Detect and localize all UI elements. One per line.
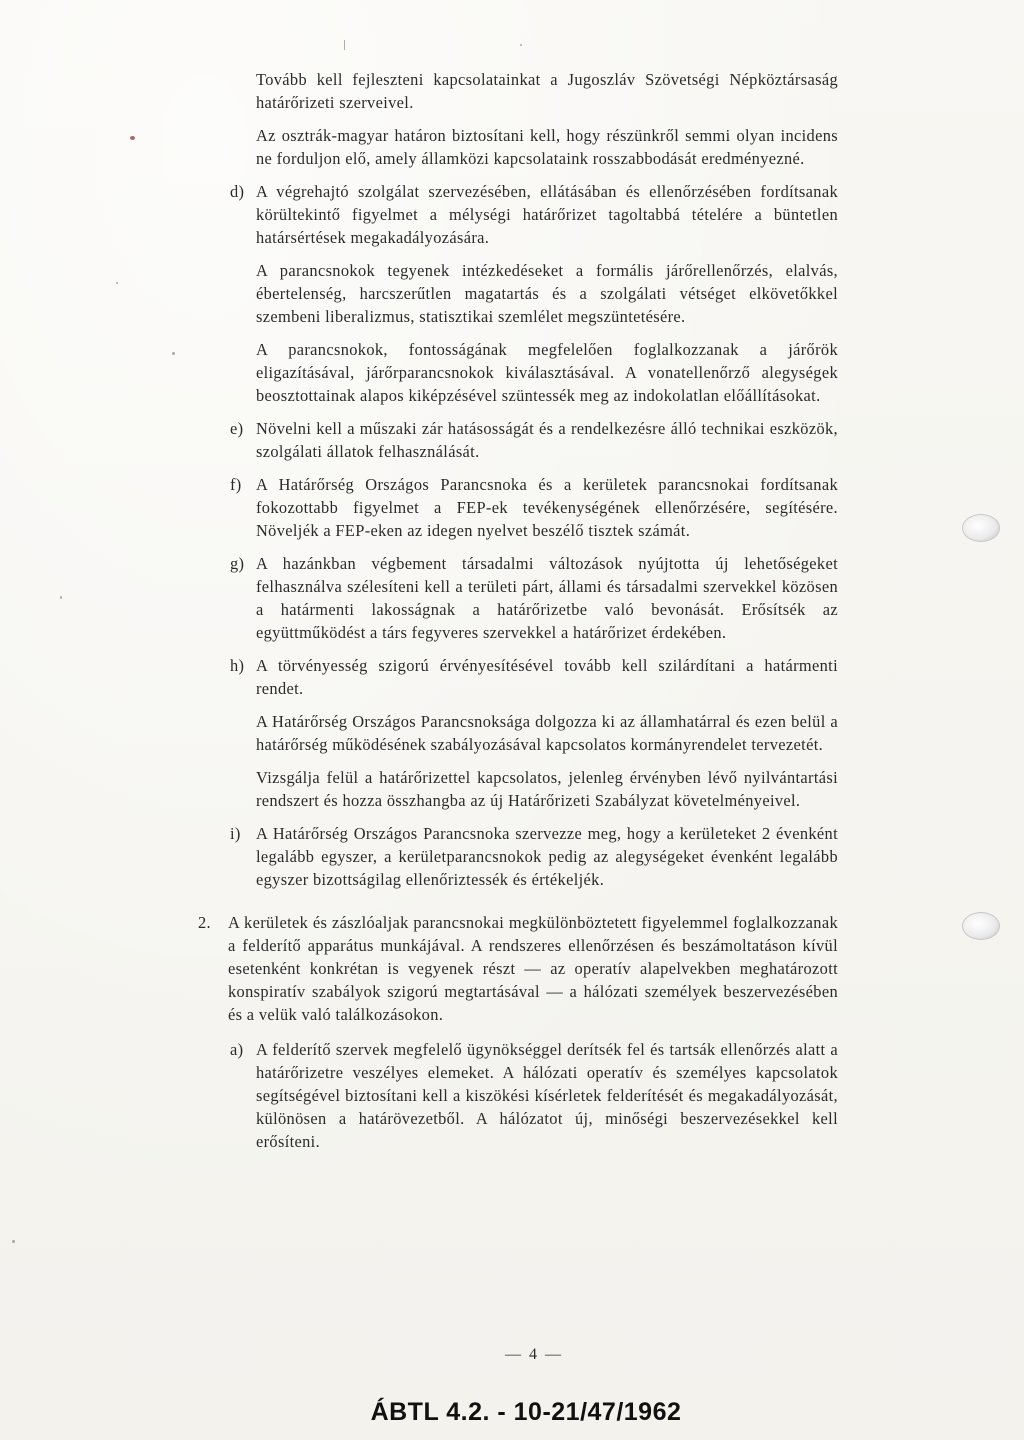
paragraph: A Határőrség Országos Parancsnoksága dolgozza ki az államhatárral és ezen belül a határőrség működésének szabályozásával kapcsolatos kormányrendelet tervezetét. — [256, 712, 838, 754]
paragraph: Vizsgálja felül a határőrizettel kapcsolatos, jelenleg érvényben lévő nyilvántartási rendszert és hozza összhangba az új Határőrizeti Szabályzat követelményeivel. — [256, 768, 838, 810]
list-marker: e) — [230, 419, 244, 438]
page-number: — 4 — — [505, 1346, 563, 1363]
list-item-h — [198, 654, 838, 700]
list-marker: i) — [230, 824, 241, 843]
list-item-g — [198, 552, 838, 644]
list-item-e — [198, 417, 838, 463]
list-item-d — [198, 180, 838, 249]
paragraph: A parancsnokok, fontosságának megfelelően foglalkozzanak a járőrök eligazításával, járőrparancsnokok kiválasztásával. A vonatellenőrző alegységek beosztottainak alapos kiképzésével szüntessék meg az indokolatlan előállításokat. — [256, 340, 838, 405]
document-body — [198, 68, 838, 1153]
paragraph: A kerületek és zászlóaljak parancsnokai megkülönböztetett figyelemmel foglalkozzanak a felderítő apparátus munkájával. A rendszeres ellenőrzésen és beszámoltatáson kívül esetenként konkrétan is vegyenek részt — az operatív alapelvekben meghatározott konspiratív szabályok szigorú megtartásával — a hálózati személyek beszervezésében és a velük való találkozásokon. — [228, 913, 838, 1024]
list-item-i — [198, 822, 838, 891]
section-number: 2. — [198, 913, 211, 932]
paragraph: A felderítő szervek megfelelő ügynökséggel derítsék fel és tartsák ellenőrzés alatt a határőrizetre veszélyes elemeket. A hálózati operatív és személyes kapcsolatok segítségével biztosítani kell a kiszökési kísérletek felderítését és megakadályozását, különösen a határövezetből. A hálózatot új, minőségi beszervezésekkel kell erősíteni. — [256, 1040, 838, 1151]
punch-hole — [962, 514, 1000, 542]
paragraph: Növelni kell a műszaki zár hatásosságát és a rendelkezésre álló technikai eszközök, szolgálati állatok felhasználását. — [256, 419, 838, 461]
list-item-f — [198, 473, 838, 542]
paragraph: A Határőrség Országos Parancsnoka és a kerületek parancsnokai fordítsanak fokozottabb figyelmet a FEP-ek tevékenységének ellenőrzésére, segítésére. Növeljék a FEP-eken az idegen nyelvet beszélő tisztek számát. — [256, 475, 838, 540]
paragraph: Az osztrák-magyar határon biztosítani kell, hogy részünkről semmi olyan incidens ne forduljon elő, amely államközi kapcsolataink rosszabbodását eredményezné. — [256, 126, 838, 168]
ink-speck — [60, 596, 62, 599]
paragraph: A végrehajtó szolgálat szervezésében, ellátásában és ellenőrzésében fordítsanak körültekintő figyelmet a mélységi határőrizet tagoltabbá tételére a büntetlen határsértések megakadályozására. — [256, 182, 838, 247]
section-2 — [198, 911, 838, 1026]
paragraph: A törvényesség szigorú érvényesítésével tovább kell szilárdítani a határmenti rendet. — [256, 656, 838, 698]
paragraph: Tovább kell fejleszteni kapcsolatainkat a Jugoszláv Szövetségi Népköztársaság határőrizeti szerveivel. — [256, 70, 838, 112]
paragraph: A parancsnokok tegyenek intézkedéseket a formális járőrellenőrzés, elalvás, ébertelenség, harcszerűtlen magatartás és a szolgálati vétséget elkövetőkkel szembeni liberalizmus, statisztikai szemlélet megszüntetésére. — [256, 261, 838, 326]
list-marker: f) — [230, 475, 242, 494]
list-marker: h) — [230, 656, 245, 675]
ink-speck — [116, 282, 118, 284]
punch-hole — [962, 912, 1000, 940]
ink-speck — [130, 136, 135, 140]
archive-reference: ÁBTL 4.2. - 10-21/47/1962 — [370, 1398, 682, 1426]
ink-speck — [344, 40, 345, 50]
list-marker: a) — [230, 1040, 244, 1059]
list-item-a — [198, 1038, 838, 1153]
paragraph: A hazánkban végbement társadalmi változások nyújtotta új lehetőségeket felhasználva szélesíteni kell a területi párt, állami és társadalmi szervekkel közösen a határmenti lakosságnak a határőrizetbe való bevonását. Erősítsék az együttműködést a társ fegyveres szervekkel a határőrizet érdekében. — [256, 554, 838, 642]
list-marker: d) — [230, 182, 245, 201]
ink-speck — [520, 44, 522, 46]
paragraph: A Határőrség Országos Parancsnoka szervezze meg, hogy a kerületeket 2 évenként legalább egyszer, a kerületparancsnokok pedig az alegységeket évenként legalább egyszer bizottságilag ellenőriztessék és értékeljék. — [256, 824, 838, 889]
ink-speck — [172, 352, 175, 355]
ink-speck — [12, 1240, 15, 1243]
list-marker: g) — [230, 554, 245, 573]
